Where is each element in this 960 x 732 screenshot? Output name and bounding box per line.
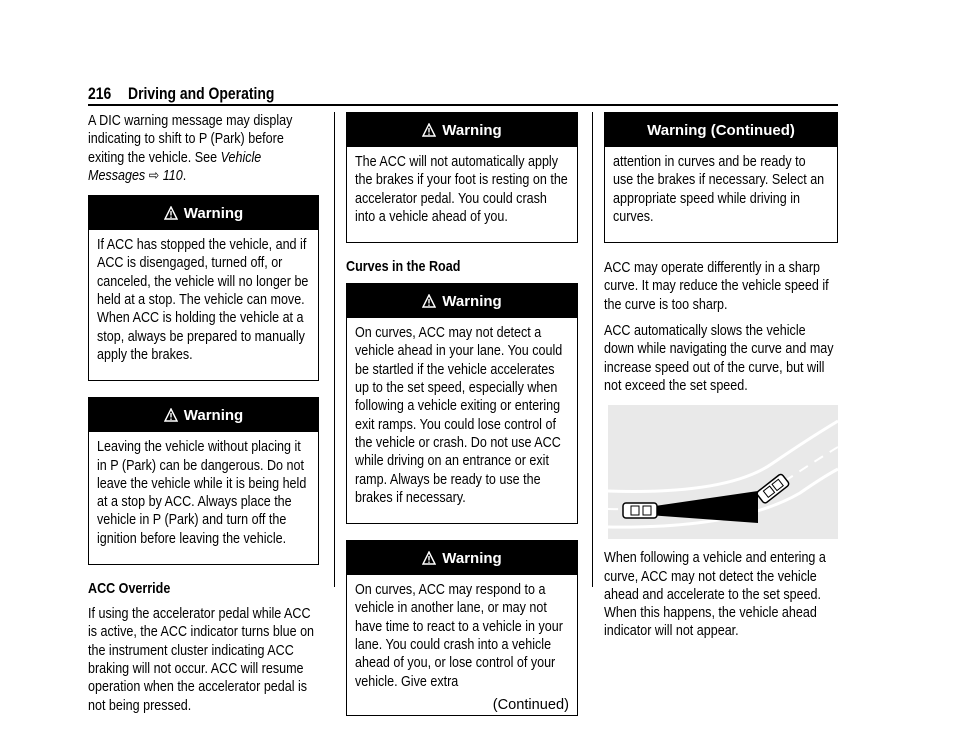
warning-continued-box — [604, 112, 838, 243]
warning-header: Warning (Continued) — [605, 113, 837, 147]
column-2 — [346, 112, 578, 732]
warning-header: Warning — [347, 284, 577, 318]
intro-paragraph: A DIC warning message may display indicating to shift to P (Park) before exiting the vehicle. See Vehicle Messages ⇨ 110. — [88, 113, 293, 184]
continued-label: (Continued) — [492, 696, 569, 713]
warning-box — [88, 195, 319, 381]
warning-text: On curves, ACC may not detect a vehicle ahead in your lane. You could be startled if the vehicle accelerates up to the set speed, especially when following a vehicle exiting or entering exit ramps. You could lose control of the vehicle or crash. Do not use ACC while driving on an entrance or exit ramp. Always be ready to use the brakes if necessary. — [355, 325, 563, 506]
page-reference[interactable]: 110 — [162, 167, 183, 184]
warning-text: On curves, ACC may respond to a vehicle in another lane, or may not have time to react to a vehicle in your lane. You could crash into a vehicle ahead of you, or lose control of your vehicle. Give extra — [355, 582, 563, 690]
warning-text: Leaving the vehicle without placing it in P (Park) can be dangerous. Do not leave the vehicle while it is being held at a stop by ACC. Always place the vehicle in P (Park) and turn off the ignition before leaving the vehicle. — [97, 439, 307, 547]
warning-header: Warning — [347, 113, 577, 147]
column-divider — [592, 112, 593, 587]
warning-triangle-icon — [164, 206, 178, 220]
warning-triangle-icon — [422, 123, 436, 137]
paragraph: When following a vehicle and entering a curve, ACC may not detect the vehicle ahead and accelerate to the set speed. When this happens, the vehicle ahead indicator will not appear. — [604, 550, 826, 640]
header-rule — [88, 104, 838, 106]
paragraph: ACC automatically slows the vehicle down while navigating the curve and may increase speed out of the curve, but will not exceed the set speed. — [604, 323, 834, 394]
warning-header: Warning — [347, 541, 577, 575]
warning-triangle-icon — [422, 551, 436, 565]
warning-text: If ACC has stopped the vehicle, and if ACC is disengaged, turned off, or canceled, the vehicle will no longer be held at a stop. The vehicle can move. When ACC is holding the vehicle at a stop, always be prepared to manually apply the brakes. — [97, 237, 309, 363]
warning-triangle-icon — [164, 408, 178, 422]
page-number: 216 — [88, 84, 112, 103]
warning-header: Warning — [89, 398, 318, 432]
section-title: Driving and Operating — [128, 84, 275, 103]
column-divider — [334, 112, 335, 587]
column-1 — [88, 112, 319, 723]
warning-triangle-icon — [422, 294, 436, 308]
warning-text: The ACC will not automatically apply the brakes if your foot is resting on the accelerator pedal. You could crash into a vehicle ahead of you. — [355, 154, 568, 225]
column-3 — [604, 112, 838, 649]
warning-box — [346, 283, 578, 524]
warning-box — [346, 540, 578, 716]
vehicle-messages-link[interactable]: Vehicle Messages — [88, 149, 262, 184]
paragraph: ACC may operate differently in a sharp curve. It may reduce the vehicle speed if the curve is too sharp. — [604, 260, 829, 313]
curves-heading: Curves in the Road — [346, 259, 461, 276]
acc-override-heading: ACC Override — [88, 581, 171, 598]
warning-box — [346, 112, 578, 243]
warning-header: Warning — [89, 196, 318, 230]
acc-override-text: If using the accelerator pedal while ACC is active, the ACC indicator turns blue on the instrument cluster indicating ACC braking will not occur. ACC will resume operation when the accelerator pedal is not being pressed. — [88, 606, 315, 714]
arrow-ref-icon: ⇨ — [148, 167, 160, 184]
warning-box — [88, 397, 319, 565]
page-header — [88, 84, 838, 104]
curve-illustration — [608, 405, 838, 539]
warning-text: attention in curves and be ready to use the brakes if necessary. Select an appropriate speed while driving in curves. — [613, 154, 825, 225]
